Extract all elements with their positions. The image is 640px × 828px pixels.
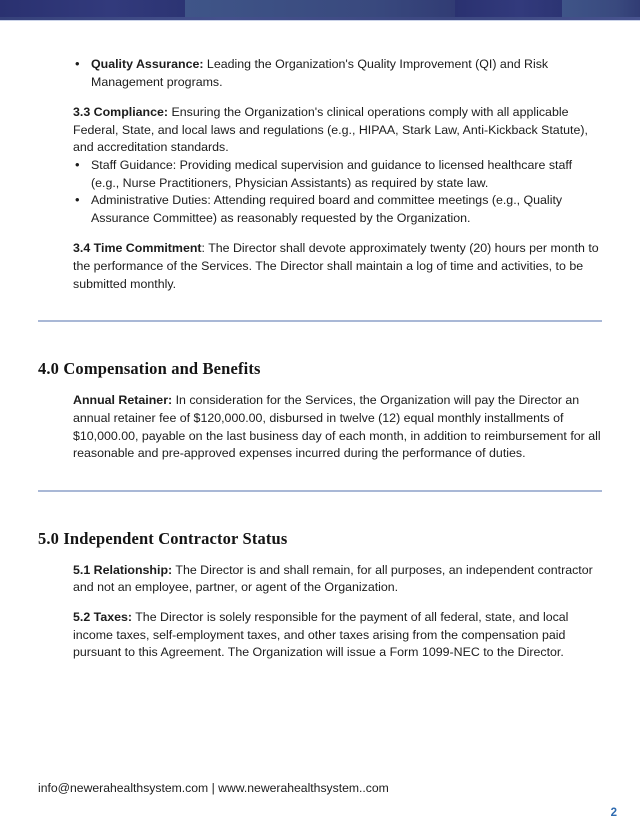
- clause-5-2-label: 5.2 Taxes:: [73, 609, 133, 624]
- spacer: [38, 492, 602, 529]
- clause-5-1-label: 5.1 Relationship:: [73, 562, 173, 577]
- spacer: [38, 379, 602, 392]
- document-content: [38, 56, 602, 662]
- section-heading-5: 5.0 Independent Contractor Status: [38, 528, 288, 548]
- bullet-text: Staff Guidance: Providing medical supervision and guidance to licensed healthcare staff (e.g., Nurse Practitioners, Physician Assistants) as required by state law.: [91, 158, 573, 190]
- clause-3-3: [38, 104, 602, 157]
- spacer: [38, 549, 602, 562]
- clause-5-2-text: The Director is solely responsible for the payment of all federal, state, and local income taxes, self-employment taxes, and other taxes arising from the compensation paid pursuant to this Agreement. The Organization will issue a Form 1099-NEC to the Director.: [73, 609, 569, 660]
- spacer: [38, 227, 602, 240]
- clause-3-3-text: Ensuring the Organization's clinical operations comply with all applicable Federal, State, and local laws and regulations (e.g., HIPAA, Stark Law, Anti-Kickback Statute), and accreditation standards.: [73, 105, 588, 155]
- footer-contact: info@newerahealthsystem.com | www.newerahealthsystem..com: [38, 781, 389, 795]
- header-band-segment-3: [455, 0, 562, 17]
- clause-3-4: [38, 240, 602, 293]
- clause-annual-retainer-text: In consideration for the Services, the Organization will pay the Director an annual retainer fee of $120,000.00, disbursed in twelve (12) equal monthly installments of $10,000.00, payable on the last business day of each month, in addition to reimbursement for all reasonable and pre-approved expenses incurred during the performance of duties.: [73, 393, 601, 461]
- clause-annual-retainer: [38, 392, 602, 462]
- list-item: [73, 192, 602, 227]
- spacer: [38, 91, 602, 104]
- header-band-segment-2: [185, 0, 455, 17]
- clause-5-1: [38, 562, 602, 597]
- clause-3-4-label: 3.4 Time Commitment: [73, 241, 202, 256]
- bullet-text: Leading the Organization's Quality Improvement (QI) and Risk Management programs.: [91, 57, 549, 89]
- spacer: [38, 322, 602, 359]
- clause-3-3-label: 3.3 Compliance:: [73, 105, 169, 120]
- section-heading-4: 4.0 Compensation and Benefits: [38, 359, 261, 379]
- clause-3-3-bullet-list: [38, 157, 602, 227]
- list-item: [73, 56, 602, 91]
- header-band-segment-4: [562, 0, 640, 17]
- header-band-segment-1: [0, 0, 185, 17]
- list-item: [73, 157, 602, 192]
- page-number: 2: [610, 807, 617, 819]
- page-header-band: [0, 0, 640, 17]
- clause-3-4-text: : The Director shall devote approximately twenty (20) hours per month to the performance of the Services. The Director shall maintain a log of time and activities, to be submitted monthly.: [73, 241, 599, 291]
- bullet-label: Quality Assurance:: [91, 57, 204, 71]
- bullet-text: Administrative Duties: Attending required board and committee meetings (e.g., Quality Assurance Committee) as reasonably requested by the Organization.: [91, 193, 563, 225]
- spacer: [38, 293, 602, 320]
- continued-bullet-list: [38, 56, 602, 91]
- clause-5-2: [38, 609, 602, 662]
- clause-annual-retainer-label: Annual Retainer:: [73, 393, 173, 408]
- document-page: [0, 21, 640, 828]
- clause-5-1-text: The Director is and shall remain, for all purposes, an independent contractor and not an employee, partner, or agent of the Organization.: [73, 562, 593, 595]
- spacer: [38, 463, 602, 490]
